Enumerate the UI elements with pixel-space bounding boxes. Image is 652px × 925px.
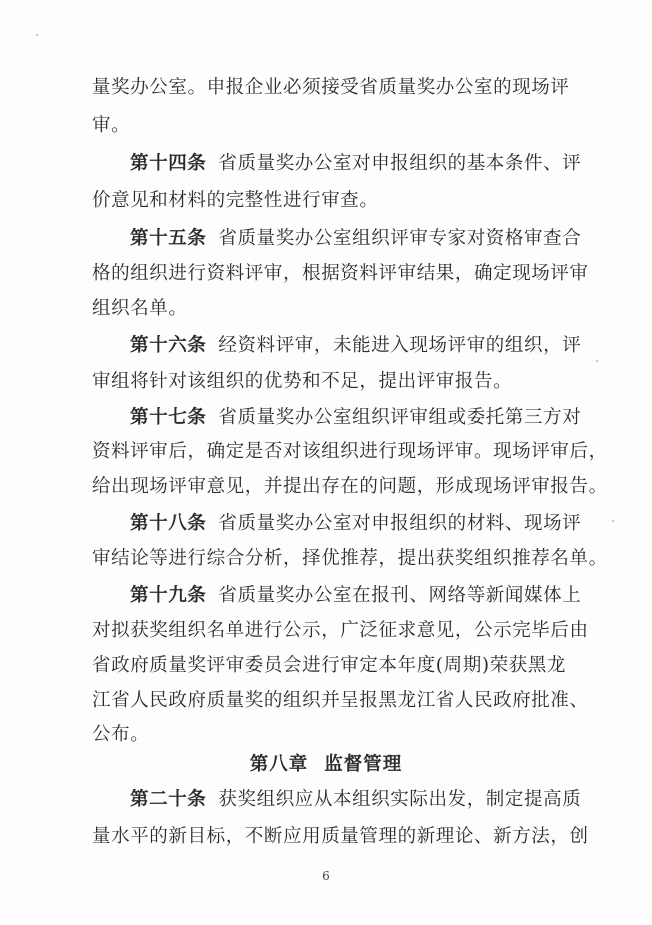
- scan-speck: [36, 34, 38, 36]
- article-15-text: 省质量奖办公室组织评审专家对资格审查合: [218, 228, 582, 249]
- text-line: 资料评审后，确定是否对该组织进行现场评审。现场评审后，: [92, 441, 608, 462]
- text-line: 审组将针对该组织的优势和不足，提出评审报告。: [92, 371, 513, 392]
- article-14-line: [130, 152, 581, 176]
- article-18-text: 省质量奖办公室对申报组织的材料、现场评: [218, 513, 582, 534]
- chapter-number: 第八章: [249, 754, 309, 775]
- text-line: 审结论等进行综合分析，择优推荐，提出获奖组织推荐名单。: [92, 548, 608, 569]
- article-20-heading: 第二十条: [130, 789, 207, 810]
- text-line: 省政府质量奖评审委员会进行审定本年度(周期)荣获黑龙: [92, 655, 567, 676]
- text-line: 组织名单。: [92, 298, 188, 319]
- article-20-text: 获奖组织应从本组织实际出发，制定提高质: [218, 789, 582, 810]
- text-line: 量奖办公室。申报企业必须接受省质量奖办公室的现场评: [92, 77, 570, 98]
- text-line: 对拟获奖组织名单进行公示，广泛征求意见，公示完毕后由: [92, 620, 589, 641]
- text-line: 格的组织进行资料评审，根据资料评审结果，确定现场评审: [92, 263, 589, 284]
- article-16-text: 经资料评审，未能进入现场评审的组织，评: [218, 335, 582, 356]
- text-line: 江省人民政府质量奖的组织并呈报黑龙江省人民政府批准、: [92, 690, 589, 711]
- article-14-heading: 第十四条: [130, 153, 207, 174]
- article-16-line: [130, 334, 581, 358]
- scan-speck: [596, 360, 598, 362]
- article-18-line: [130, 512, 581, 536]
- article-18-heading: 第十八条: [130, 513, 207, 534]
- text-line: 给出现场评审意见，并提出存在的问题，形成现场评审报告。: [92, 476, 608, 497]
- article-20-line: [130, 788, 581, 812]
- article-17-text: 省质量奖办公室组织评审组或委托第三方对: [218, 407, 582, 428]
- article-19-line: [130, 584, 581, 608]
- chapter-title: 监督管理: [324, 754, 403, 775]
- article-17-line: [130, 406, 581, 430]
- scan-speck: [612, 520, 614, 522]
- text-line: 公布。: [92, 724, 150, 745]
- text-line: 价意见和材料的完整性进行审查。: [92, 190, 379, 211]
- text-line: 量水平的新目标，不断应用质量管理的新理论、新方法，创: [92, 826, 589, 847]
- article-15-line: [130, 227, 581, 251]
- article-17-heading: 第十七条: [130, 407, 207, 428]
- page-number: 6: [322, 869, 330, 883]
- chapter-heading: [0, 753, 652, 777]
- article-19-text: 省质量奖办公室在报刊、网络等新闻媒体上: [218, 585, 582, 606]
- article-15-heading: 第十五条: [130, 228, 207, 249]
- article-14-text: 省质量奖办公室对申报组织的基本条件、评: [218, 153, 582, 174]
- article-19-heading: 第十九条: [130, 585, 207, 606]
- article-16-heading: 第十六条: [130, 335, 207, 356]
- text-line: 审。: [92, 115, 131, 136]
